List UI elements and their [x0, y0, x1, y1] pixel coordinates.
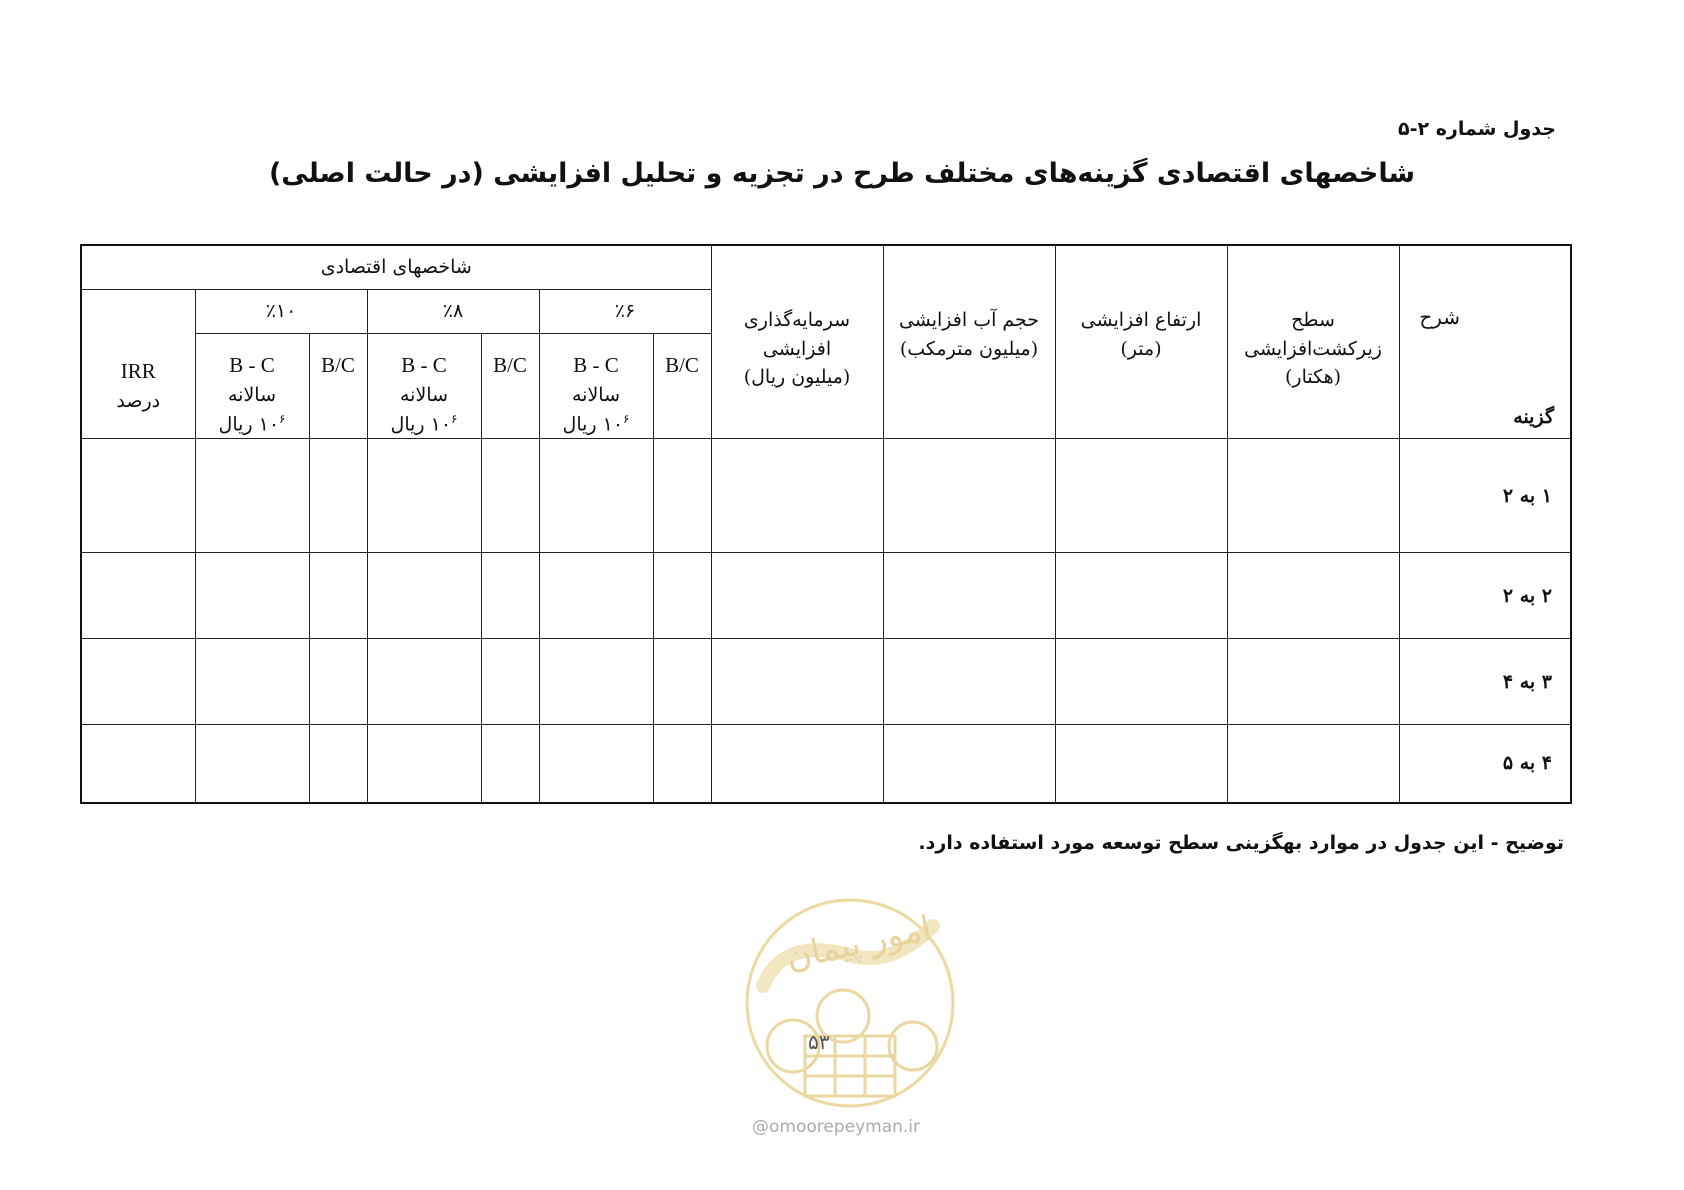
bc-label: B/C: [321, 352, 355, 377]
table-cell: [1055, 725, 1227, 803]
page-title: شاخصهای اقتصادی گزینه‌های مختلف طرح در تجزیه و تحلیل افزایشی (در حالت اصلی): [268, 158, 1416, 189]
corner-header: [1399, 245, 1571, 439]
irr-unit: درصد: [116, 390, 161, 412]
table-cell: [539, 725, 653, 803]
table-cell: [1227, 553, 1399, 639]
table-cell: [653, 553, 711, 639]
table-cell: [711, 725, 883, 803]
bc-10-header: [309, 333, 367, 439]
irr-header: [81, 289, 195, 439]
watermark-website: @omoorepeyman.ir: [752, 1117, 921, 1137]
table-cell: [883, 639, 1055, 725]
table-cell: [81, 725, 195, 803]
bc-6-header: [653, 333, 711, 439]
table-cell: [81, 439, 195, 553]
table-cell: [539, 553, 653, 639]
bminusc-annual: سالانه: [400, 384, 449, 406]
bminusc-10-header: [195, 333, 309, 439]
table-cell: [539, 639, 653, 725]
table-cell: [481, 639, 539, 725]
area-header: [1227, 245, 1399, 439]
table-cell: [481, 553, 539, 639]
table-cell: [539, 439, 653, 553]
bminusc-base: ۱۰: [258, 412, 280, 435]
investment-header-label: سرمایه‌گذاری افزایشی: [743, 309, 851, 360]
irr-label: IRR: [120, 358, 156, 383]
bminusc-6-header: [539, 333, 653, 439]
table-cell: [711, 439, 883, 553]
bminusc-currency: ریال: [218, 412, 253, 435]
table-cell: [195, 553, 309, 639]
economic-indices-table: [80, 244, 1572, 804]
row-label: ۱ به ۲: [1399, 439, 1571, 553]
table-cell: [81, 639, 195, 725]
investment-header: [711, 245, 883, 439]
watermark-logo: [743, 896, 957, 1110]
table-row: [81, 439, 1571, 553]
table-cell: [883, 553, 1055, 639]
investment-header-unit: (میلیون ریال): [743, 366, 851, 388]
bminusc-currency: ریال: [390, 412, 425, 435]
bc-label: B/C: [665, 352, 699, 377]
table-row: [81, 553, 1571, 639]
table-cell: [653, 725, 711, 803]
bminusc-exp: ۶: [623, 411, 630, 426]
logo-text: امور پیمان: [782, 908, 935, 979]
bminusc-label: B - C: [573, 352, 619, 377]
height-header-label: ارتفاع افزایشی: [1080, 309, 1202, 331]
row-label: ۴ به ۵: [1399, 725, 1571, 803]
table-cell: [883, 725, 1055, 803]
table-cell: [1227, 439, 1399, 553]
height-header: [1055, 245, 1227, 439]
table-row: [81, 725, 1571, 803]
table-cell: [367, 439, 481, 553]
table-cell: [1055, 439, 1227, 553]
bminusc-exp: ۶: [451, 411, 458, 426]
volume-header-unit: (میلیون مترمکب): [899, 337, 1039, 360]
bminusc-8-header: [367, 333, 481, 439]
rate-8-header: ٪۸: [367, 289, 539, 333]
table-row: [81, 639, 1571, 725]
bminusc-label: B - C: [401, 352, 447, 377]
table-cell: [883, 439, 1055, 553]
table-cell: [367, 725, 481, 803]
bminusc-annual: سالانه: [572, 384, 621, 406]
page-number: ۵۳: [808, 1030, 830, 1054]
table-cell: [309, 553, 367, 639]
corner-bottom-label: گزینه: [1513, 406, 1555, 428]
bc-8-header: [481, 333, 539, 439]
table-cell: [1227, 639, 1399, 725]
volume-header: [883, 245, 1055, 439]
area-header-label: سطح زیرکشت‌افزایشی: [1244, 309, 1382, 360]
table-cell: [81, 553, 195, 639]
table-cell: [711, 639, 883, 725]
table-cell: [711, 553, 883, 639]
table-cell: [367, 553, 481, 639]
table-cell: [195, 725, 309, 803]
bminusc-base: ۱۰: [602, 412, 624, 435]
table-cell: [653, 639, 711, 725]
row-label: ۳ به ۴: [1399, 639, 1571, 725]
table-cell: [309, 639, 367, 725]
bminusc-currency: ریال: [562, 412, 597, 435]
table-cell: [481, 439, 539, 553]
rate-10-header: ٪۱۰: [195, 289, 367, 333]
table-cell: [481, 725, 539, 803]
table-cell: [1055, 639, 1227, 725]
volume-header-label: حجم آب افزایشی: [898, 309, 1040, 331]
table-note: توضیح - این جدول در موارد بهگزینی سطح توسعه مورد استفاده دارد.: [918, 832, 1564, 854]
bminusc-label: B - C: [229, 352, 275, 377]
area-header-unit: (هکتار): [1284, 366, 1342, 388]
row-label: ۲ به ۲: [1399, 553, 1571, 639]
table-number: جدول شماره ۲-۵: [1397, 118, 1556, 140]
table-cell: [1227, 725, 1399, 803]
table-cell: [309, 725, 367, 803]
table-cell: [309, 439, 367, 553]
table-cell: [367, 639, 481, 725]
height-header-unit: (متر): [1120, 337, 1162, 360]
bminusc-exp: ۶: [279, 411, 286, 426]
table-cell: [1055, 553, 1227, 639]
bminusc-annual: سالانه: [228, 384, 277, 406]
bc-label: B/C: [493, 352, 527, 377]
corner-top-label: شرح: [1419, 305, 1461, 329]
rate-6-header: ٪۶: [539, 289, 711, 333]
bminusc-base: ۱۰: [430, 412, 452, 435]
table-cell: [195, 439, 309, 553]
table-cell: [195, 639, 309, 725]
table-cell: [653, 439, 711, 553]
economic-indices-header: شاخصهای اقتصادی: [81, 245, 711, 289]
